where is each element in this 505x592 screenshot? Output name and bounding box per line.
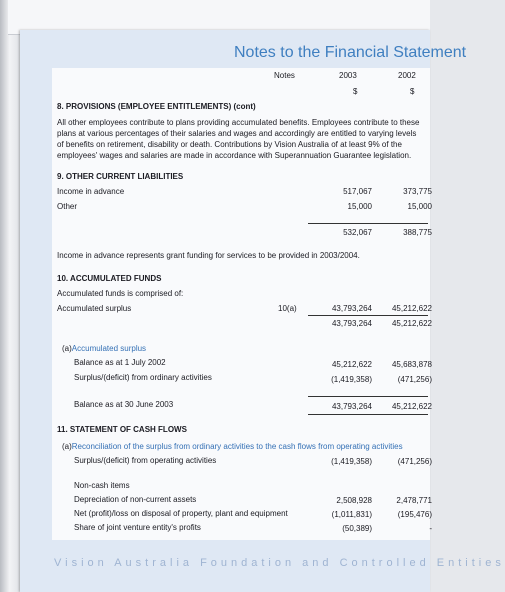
section-9-note: Income in advance represents grant funding for services to be provided in 2003/2004.: [57, 251, 360, 260]
row-value-2002: 2,478,771: [396, 496, 432, 505]
footer-entity-name: Vision Australia Foundation and Controlled Entities: [54, 557, 505, 569]
row-value-2003: (1,419,358): [331, 457, 372, 466]
row-value-2002: -: [429, 524, 432, 533]
section-9-heading: 9. OTHER CURRENT LIABILITIES: [57, 172, 184, 181]
page-title: Notes to the Financial Statement: [234, 44, 467, 61]
row-value-2002: (471,256): [397, 457, 432, 466]
row-label: Income in advance: [57, 187, 125, 196]
document-page: [20, 30, 505, 592]
subsection-11a-heading: (a)Reconciliation of the surplus from ordinary activities to the cash flows from operating activities: [62, 442, 403, 451]
noncash-heading: Non-cash items: [74, 481, 130, 490]
row-value-2003: (50,389): [342, 524, 372, 533]
row-label: Accumulated surplus: [57, 304, 132, 313]
col-header-notes: Notes: [274, 71, 295, 80]
row-value-2003: (1,419,358): [331, 375, 372, 384]
col-header-2003: 2003: [339, 71, 357, 80]
row-value-2002: 373,775: [403, 187, 432, 196]
row-note-ref: 10(a): [278, 304, 297, 313]
total-value-2002: 45,212,622: [391, 402, 432, 411]
col-header-2002: 2002: [398, 71, 416, 80]
row-label: Surplus/(deficit) from ordinary activities: [74, 373, 212, 382]
row-value-2003: 517,067: [343, 187, 372, 196]
row-label: Depreciation of non-current assets: [74, 495, 197, 504]
total-rule: [308, 223, 428, 224]
col-unit-2003: $: [353, 87, 358, 96]
row-label: Balance as at 30 June 2003: [74, 400, 174, 409]
col-unit-2002: $: [410, 87, 415, 96]
section-10-heading: 10. ACCUMULATED FUNDS: [57, 274, 162, 283]
row-value-2003: 43,793,264: [331, 304, 372, 313]
row-value-2003: (1,011,831): [331, 510, 372, 519]
row-value-2003: 45,212,622: [331, 360, 372, 369]
total-rule: [308, 315, 428, 316]
total-rule: [308, 414, 428, 415]
row-value-2002: (195,476): [397, 510, 432, 519]
left-margin-band: [20, 30, 52, 592]
row-value-2003: 15,000: [347, 202, 372, 211]
row-value-2002: (471,256): [397, 375, 432, 384]
total-value-2003: 43,793,264: [331, 402, 372, 411]
row-label: Other: [57, 202, 78, 211]
row-label: Net (profit)/loss on disposal of property, plant and equipment: [74, 509, 288, 518]
section-10-intro: Accumulated funds is comprised of:: [57, 289, 184, 298]
row-value-2003: 2,508,928: [336, 496, 372, 505]
row-label: Surplus/(deficit) from operating activities: [74, 456, 217, 465]
subsection-10a-heading: (a)Accumulated surplus: [62, 344, 147, 353]
section-11-heading: 11. STATEMENT OF CASH FLOWS: [57, 425, 187, 434]
row-label: Balance as at 1 July 2002: [74, 358, 166, 367]
total-value-2003: 532,067: [343, 228, 372, 237]
row-value-2002: 45,212,622: [391, 304, 432, 313]
total-value-2002: 45,212,622: [391, 319, 432, 328]
section-8-paragraph: All other employees contribute to plans providing accumulated benefits. Employees contribute to these plans at various percentages of their salaries and wages and accordingly are entitled to varying levels of benefits on retirement, disability or death. Contributions by Vision Australia of at least 9% of the employees' wages and salaries are made in accordance with Superannuation Guarantee legislation.: [57, 118, 420, 160]
row-label: Share of joint venture entity's profits: [74, 523, 201, 532]
section-8-heading: 8. PROVISIONS (EMPLOYEE ENTITLEMENTS) (cont): [57, 102, 256, 111]
row-value-2002: 45,683,878: [391, 360, 432, 369]
total-value-2002: 388,775: [403, 228, 432, 237]
total-rule: [308, 396, 428, 397]
row-value-2002: 15,000: [407, 202, 432, 211]
total-value-2003: 43,793,264: [331, 319, 372, 328]
